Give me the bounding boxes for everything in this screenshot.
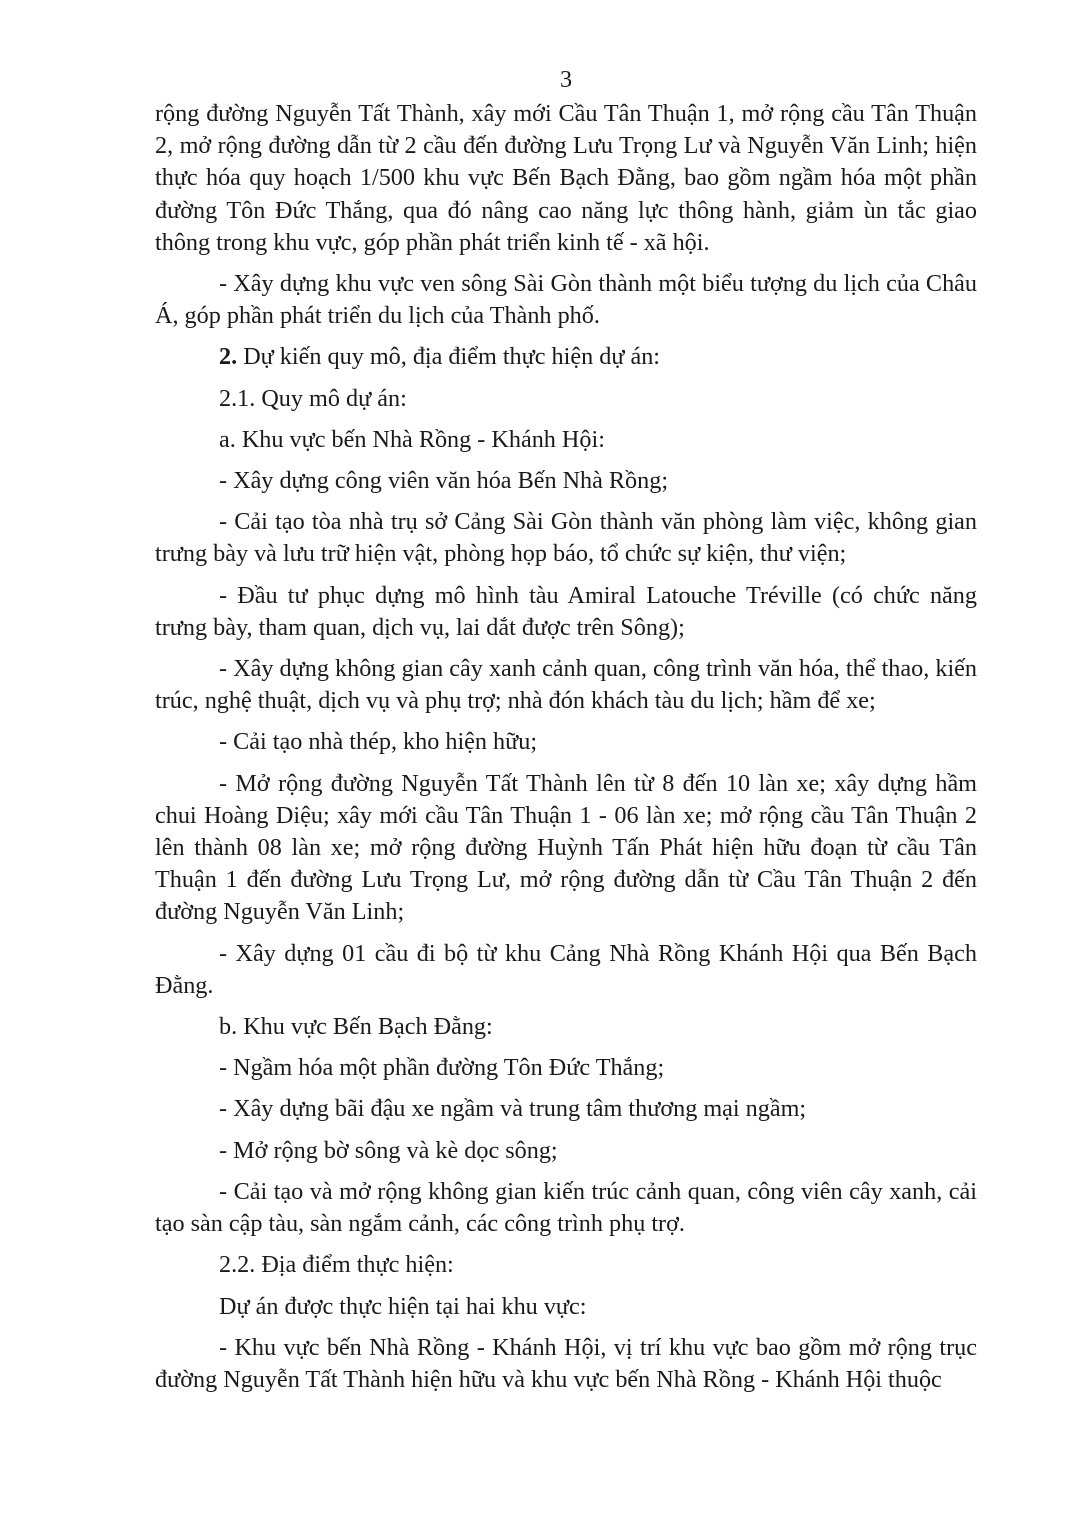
list-item: - Ngầm hóa một phần đường Tôn Đức Thắng;: [219, 1054, 665, 1082]
list-item: - Khu vực bến Nhà Rồng - Khánh Hội, vị trí khu vực bao gồm mở rộng trục đường Nguyễn Tất Thành hiện hữu và khu vực bến Nhà Rồng - Khánh Hội thuộc: [155, 1333, 977, 1393]
subsection-heading-2-1: 2.1. Quy mô dự án:: [219, 384, 407, 412]
section-heading-2: [155, 341, 977, 373]
list-item: - Cải tạo và mở rộng không gian kiến trúc cảnh quan, công viên cây xanh, cải tạo sàn cập tàu, sàn ngắm cảnh, các công trình phụ trợ.: [155, 1177, 977, 1238]
paragraph-continuation: rộng đường Nguyễn Tất Thành, xây mới Cầu Tân Thuận 1, mở rộng cầu Tân Thuận 2, mở rộng đường dẫn từ 2 cầu đến đường Lưu Trọng Lư và Nguyễn Văn Linh; hiện thực hóa quy hoạch 1/500 khu vực Bến Bạch Đằng, bao gồm ngầm hóa một phần đường Tôn Đức Thắng, qua đó nâng cao năng lực thông hành, giảm ùn tắc giao thông trong khu vực, góp phần phát triển kinh tế - xã hội.: [155, 100, 977, 256]
list-item: - Xây dựng bãi đậu xe ngầm và trung tâm thương mại ngầm;: [219, 1095, 807, 1123]
subsection-heading-2-2: 2.2. Địa điểm thực hiện:: [219, 1251, 454, 1279]
list-item: - Xây dựng không gian cây xanh cảnh quan, công trình văn hóa, thể thao, kiến trúc, nghệ thuật, dịch vụ và phụ trợ; nhà đón khách tàu du lịch; hầm để xe;: [155, 655, 977, 715]
list-item: - Đầu tư phục dựng mô hình tàu Amiral Latouche Tréville (có chức năng trưng bày, tham quan, dịch vụ, lai dắt được trên Sông);: [155, 581, 977, 641]
page-number: 3: [559, 66, 573, 93]
paragraph-two-areas: Dự án được thực hiện tại hai khu vực:: [219, 1292, 587, 1320]
paragraph-tourism-symbol: - Xây dựng khu vực ven sông Sài Gòn thành một biểu tượng du lịch của Châu Á, góp phần phát triển du lịch của Thành phố.: [155, 270, 977, 330]
list-item: - Cải tạo nhà thép, kho hiện hữu;: [219, 728, 538, 756]
section-number: 2.: [219, 343, 238, 371]
document-page: [155, 0, 977, 1396]
area-heading-a: a. Khu vực bến Nhà Rồng - Khánh Hội:: [219, 425, 605, 453]
list-item: - Cải tạo tòa nhà trụ sở Cảng Sài Gòn thành văn phòng làm việc, không gian trưng bày và lưu trữ hiện vật, phòng họp báo, tổ chức sự kiện, thư viện;: [155, 508, 977, 568]
area-heading-b: b. Khu vực Bến Bạch Đằng:: [219, 1013, 493, 1041]
list-item: - Mở rộng đường Nguyễn Tất Thành lên từ 8 đến 10 làn xe; xây dựng hầm chui Hoàng Diệu; xây mới cầu Tân Thuận 1 - 06 làn xe; mở rộng cầu Tân Thuận 2 lên thành 08 làn xe; mở rộng đường Huỳnh Tấn Phát hiện hữu đoạn từ cầu Tân Thuận 1 đến đường Lưu Trọng Lư, mở rộng đường dẫn từ Cầu Tân Thuận 2 đến đường Nguyễn Văn Linh;: [155, 769, 977, 926]
list-item: - Xây dựng công viên văn hóa Bến Nhà Rồng;: [219, 467, 669, 495]
section-heading-text: Dự kiến quy mô, địa điểm thực hiện dự án:: [237, 343, 661, 371]
list-item: - Mở rộng bờ sông và kè dọc sông;: [219, 1136, 558, 1164]
list-item: - Xây dựng 01 cầu đi bộ từ khu Cảng Nhà Rồng Khánh Hội qua Bến Bạch Đằng.: [155, 939, 977, 999]
